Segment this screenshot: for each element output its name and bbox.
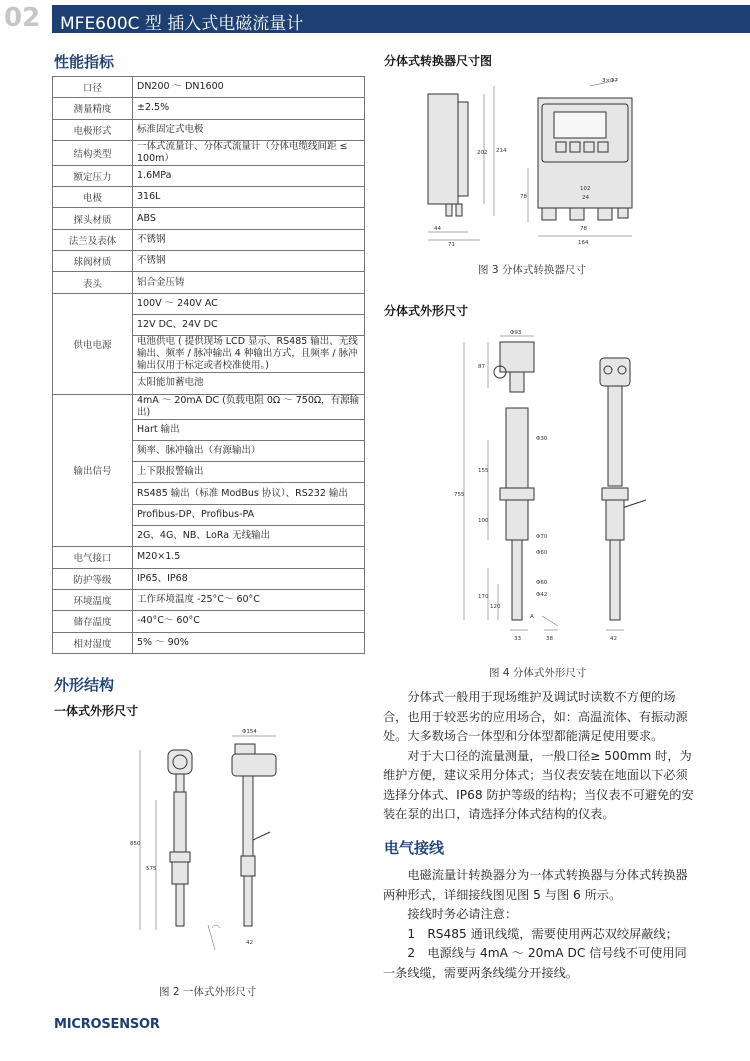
spec-value: 不锈钢 [133,229,365,250]
probe-left [176,884,184,926]
performance-heading: 性能指标 [54,53,115,71]
structure-heading: 外形结构 [54,676,115,694]
wiring-heading: 电气接线 [384,839,445,857]
table-row [53,98,365,119]
split-paragraph-2: 对于大口径的流量测量，一般口径≥ 500mm 时，为维护方便，建议采用分体式；当仪表安装在地面以下必须选择分体式、IP68 防护等级的结构；当仪表不可避免的安装在泵的出口，请选择分体式结构的仪表。 [383,748,694,821]
dim-575: 575 [146,866,157,872]
spec-value: 电池供电 ( 提供现场 LCD 显示、RS485 输出、无线输出、频率 / 脉冲输出 4 种输出方式，且频率 / 脉冲输出仅用于标定或者校准使用。) [133,336,365,373]
dim-phi93: Φ93 [510,330,522,336]
fig4-caption: 图 4 分体式外形尺寸 [489,667,587,679]
spec-value: 工作环境温度 -25°C～ 60°C [133,589,365,610]
split-title: 分体式外形尺寸 [384,304,469,318]
dim-phi30: Φ30 [536,436,548,442]
table-row [53,611,365,632]
fig3-caption: 图 3 分体式转换器尺寸 [478,264,586,276]
converter-title: 分体式转换器尺寸图 [384,54,493,68]
wiring-description [383,866,695,983]
meter-head-left [168,750,192,774]
split-drawing [450,328,670,646]
stem-right [243,776,253,856]
split-flange-left [500,488,534,500]
spec-key: 表头 [53,272,133,293]
wiring-note-title: 接线时务必请注意： [407,907,518,921]
spec-value: 标准固定式电极 [133,119,365,140]
spec-value: 频率、脉冲输出（有源输出） [133,440,365,461]
spec-key: 相对湿度 [53,632,133,653]
page-header [0,0,750,38]
spec-value: 12V DC、24V DC [133,314,365,335]
spec-value: 太阳能加蓄电池 [133,373,365,394]
spec-key: 探头材质 [53,208,133,229]
spec-value: Hart 输出 [133,419,365,440]
stem-left [174,792,186,852]
spec-value: 铝合金压铸 [133,272,365,293]
dim-phi60-a: Φ60 [536,550,548,556]
dim-33: 33 [514,636,521,642]
table-row [53,589,365,610]
spec-value: 1.6MPa [133,165,365,186]
split-stem-left [506,408,528,488]
dim-755: 755 [454,492,465,498]
dim-42-split: 42 [610,636,617,642]
meter-head-right [232,754,276,776]
spec-key: 球阀材质 [53,251,133,272]
dim-102: 102 [580,186,591,192]
dim-78-h: 78 [580,226,587,232]
dim-a: A [530,614,534,620]
spec-key: 电极 [53,187,133,208]
neck-left [176,774,184,792]
spec-value: ±2.5% [133,98,365,119]
integrated-title: 一体式外形尺寸 [54,704,139,718]
table-row [53,568,365,589]
spec-key: 环境温度 [53,589,133,610]
converter-drawing [420,72,650,250]
spec-key: 输出信号 [53,394,133,547]
dim-phi60-b: Φ60 [536,580,548,586]
dim-3phi7: 3×Φ7 [602,78,618,84]
spec-key: 测量精度 [53,98,133,119]
table-row [53,208,365,229]
spec-value: 2G、4G、NB、LoRa 无线输出 [133,526,365,547]
dim-phi154: Φ154 [242,729,257,735]
table-row [53,119,365,140]
split-paragraph-1: 分体式一般用于现场维护及调试时读数不方便的场合，也用于较恶劣的应用场合，如：高温流体、有振动源处。大多数场合一体型和分体型都能满足使用要求。 [383,690,688,743]
spec-key: 防护等级 [53,568,133,589]
dim-87: 87 [478,364,485,370]
spec-key: 口径 [53,77,133,98]
split-valve-left [506,500,528,540]
dim-44: 44 [434,226,441,232]
dim-78-v: 78 [520,194,527,200]
spec-value: 一体式流量计、分体式流量计（分体电缆线间距 ≤ 100m） [133,140,365,165]
table-row [53,632,365,653]
dim-71: 71 [448,242,455,248]
wiring-note-2: 2 电源线与 4mA ～ 20mA DC 信号线不可使用同一条线缆，需要两条线缆分开接线。 [383,946,687,980]
split-probe-left [512,540,522,620]
split-description [383,688,695,825]
spec-value: Profibus-DP、Profibus-PA [133,504,365,525]
dim-phi70: Φ70 [536,534,548,540]
split-stem-right [608,386,622,486]
table-row [53,251,365,272]
dim-155: 155 [478,468,489,474]
table-row [53,165,365,186]
valve-right [241,856,255,876]
spec-key: 储存温度 [53,611,133,632]
spec-table [52,76,365,654]
page-number: 02 [4,3,41,33]
table-row [53,394,365,419]
spec-key: 额定压力 [53,165,133,186]
spec-value: IP65、IP68 [133,568,365,589]
spec-value: ABS [133,208,365,229]
split-head-left [500,342,534,372]
fig2-caption: 图 2 一体式外形尺寸 [159,986,257,998]
spec-key: 供电电源 [53,293,133,394]
probe-right [244,876,252,926]
spec-value: 上下限报警输出 [133,462,365,483]
dim-24: 24 [582,195,589,201]
spec-value: 100V ～ 240V AC [133,293,365,314]
spec-value: 316L [133,187,365,208]
dim-38: 38 [546,636,553,642]
dim-202: 202 [477,150,488,156]
dim-120: 120 [490,604,501,610]
table-row [53,140,365,165]
dim-170: 170 [478,594,489,600]
converter-display [554,112,606,138]
split-probe-right [610,540,620,620]
table-row [53,229,365,250]
spec-value: M20×1.5 [133,547,365,568]
dim-100: 100 [478,518,489,524]
table-row [53,77,365,98]
spec-value: RS485 输出（标准 ModBus 协议）、RS232 输出 [133,483,365,504]
page-title: MFE600C 型 插入式电磁流量计 [60,14,304,34]
spec-key: 电气接口 [53,547,133,568]
table-row [53,547,365,568]
dim-42-int: 42 [246,940,253,946]
table-row [53,187,365,208]
spec-value: -40°C～ 60°C [133,611,365,632]
flange-top-right [235,744,255,754]
dim-214: 214 [496,148,507,154]
spec-key: 电极形式 [53,119,133,140]
valve-left [172,862,188,884]
spec-value: 4mA ～ 20mA DC (负载电阻 0Ω ～ 750Ω，有源输出) [133,394,365,419]
converter-side-body [428,94,458,204]
dim-164: 164 [578,240,589,246]
wiring-paragraph: 电磁流量计转换器分为一体式转换器与分体式转换器两种形式，详细接线图见图 5 与图 6 所示。 [383,868,688,902]
dim-850: 850 [130,841,141,847]
spec-key: 结构类型 [53,140,133,165]
brand-logo: MICROSENSOR [54,1017,160,1032]
dim-phi42: Φ42 [536,592,548,598]
flange-left [170,852,190,862]
spec-value: DN200 ～ DN1600 [133,77,365,98]
table-row [53,272,365,293]
spec-key: 法兰及表体 [53,229,133,250]
spec-value: 不锈钢 [133,251,365,272]
converter-side-cover [458,102,468,196]
table-row [53,293,365,314]
spec-value: 5% ～ 90% [133,632,365,653]
wiring-note-1: 1 RS485 通讯线缆，需要使用两芯双绞屏蔽线； [407,926,678,941]
integrated-drawing [120,720,320,970]
